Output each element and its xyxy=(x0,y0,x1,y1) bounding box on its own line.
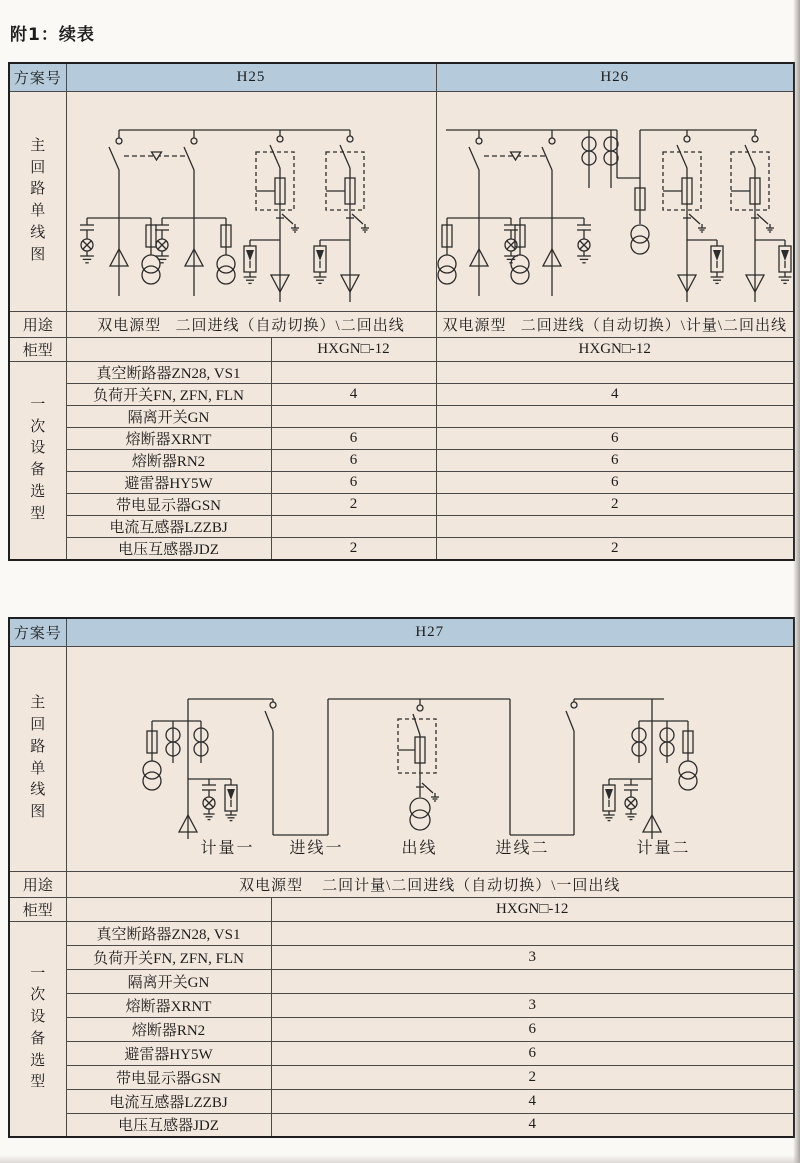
h26-single-line-diagram xyxy=(437,94,793,310)
cabinet-row-label: 柜型 xyxy=(9,897,66,921)
equipment-name-cell: 熔断器RN2 xyxy=(66,449,271,471)
equipment-group-label: 一 次 设 备 选 型 xyxy=(9,921,66,1137)
equipment-name-cell: 电压互感器JDZ xyxy=(66,537,271,560)
cabinet-row-label: 柜型 xyxy=(9,337,66,361)
equipment-value-cell xyxy=(436,361,794,383)
equipment-value-cell: 6 xyxy=(271,1017,794,1041)
equipment-row xyxy=(9,405,794,427)
equipment-group-label: 一 次 设 备 选 型 xyxy=(9,361,66,560)
equipment-name-cell: 真空断路器ZN28, VS1 xyxy=(66,361,271,383)
h25-single-line-diagram xyxy=(67,94,435,310)
equipment-value-cell xyxy=(271,405,436,427)
equipment-name-cell: 真空断路器ZN28, VS1 xyxy=(66,921,271,945)
equipment-row xyxy=(9,515,794,537)
equipment-row xyxy=(9,383,794,405)
usage-row-label: 用途 xyxy=(9,871,66,897)
equipment-name-cell: 隔离开关GN xyxy=(66,405,271,427)
equipment-row xyxy=(9,1065,794,1089)
equipment-row xyxy=(9,449,794,471)
equipment-name-cell: 避雷器HY5W xyxy=(66,1041,271,1065)
page-title: 附1：续表 xyxy=(10,25,95,45)
equipment-row xyxy=(9,921,794,945)
diagram-label-incoming-2: 进线二 xyxy=(495,839,550,857)
equipment-name-cell: 隔离开关GN xyxy=(66,969,271,993)
h25-diagram-cell xyxy=(66,91,436,311)
equipment-name-cell: 电流互感器LZZBJ xyxy=(66,1089,271,1113)
h26-diagram-cell xyxy=(436,91,794,311)
equipment-name-cell: 负荷开关FN, ZFN, FLN xyxy=(66,945,271,969)
equipment-value-cell: 6 xyxy=(436,427,794,449)
equipment-row xyxy=(9,993,794,1017)
equipment-row xyxy=(9,493,794,515)
diagram-row-label: 主 回 路 单 线 图 xyxy=(9,91,66,311)
equipment-value-cell: 3 xyxy=(271,993,794,1017)
h26-usage: 双电源型 二回进线（自动切换）\计量\二回出线 xyxy=(436,311,794,337)
h27-usage: 双电源型 二回计量\二回进线（自动切换）\一回出线 xyxy=(66,871,794,897)
diagram-label-metering-2: 计量二 xyxy=(636,839,691,857)
equipment-row xyxy=(9,1041,794,1065)
equipment-value-cell: 6 xyxy=(271,427,436,449)
equipment-value-cell: 2 xyxy=(436,537,794,560)
equipment-value-cell: 2 xyxy=(271,537,436,560)
diagram-row-label: 主 回 路 单 线 图 xyxy=(9,646,66,871)
h26-cabinet: HXGN□-12 xyxy=(436,337,794,361)
h27-single-line-diagram xyxy=(67,669,793,851)
equipment-value-cell xyxy=(271,921,794,945)
equipment-row xyxy=(9,945,794,969)
equipment-rows-table1 xyxy=(9,361,794,560)
equipment-value-cell xyxy=(436,405,794,427)
h25-cabinet: HXGN□-12 xyxy=(271,337,436,361)
h27-cabinet: HXGN□-12 xyxy=(271,897,794,921)
diagram-label-incoming-1: 进线一 xyxy=(289,839,344,857)
equipment-value-cell xyxy=(271,361,436,383)
scheme-no-header: 方案号 xyxy=(9,63,66,91)
equipment-value-cell xyxy=(271,969,794,993)
equipment-value-cell: 6 xyxy=(271,449,436,471)
equipment-row xyxy=(9,1017,794,1041)
equipment-row xyxy=(9,1113,794,1137)
equipment-name-cell: 电压互感器JDZ xyxy=(66,1113,271,1137)
equipment-value-cell: 4 xyxy=(436,383,794,405)
scheme-table-h27 xyxy=(8,617,795,1138)
equipment-name-cell: 负荷开关FN, ZFN, FLN xyxy=(66,383,271,405)
equipment-value-cell: 3 xyxy=(271,945,794,969)
equipment-rows-table2 xyxy=(9,921,794,1137)
equipment-row xyxy=(9,471,794,493)
scan-bottom-shadow xyxy=(0,1155,800,1163)
equipment-value-cell: 2 xyxy=(271,493,436,515)
scheme-h26-header: H26 xyxy=(436,63,794,91)
scheme-h27-header: H27 xyxy=(66,618,794,646)
equipment-value-cell: 6 xyxy=(436,449,794,471)
diagram-label-outgoing: 出线 xyxy=(401,839,438,857)
equipment-value-cell: 4 xyxy=(271,1113,794,1137)
equipment-row xyxy=(9,361,794,383)
equipment-value-cell: 2 xyxy=(271,1065,794,1089)
equipment-name-cell: 熔断器XRNT xyxy=(66,993,271,1017)
equipment-name-cell: 电流互感器LZZBJ xyxy=(66,515,271,537)
scheme-no-header: 方案号 xyxy=(9,618,66,646)
equipment-value-cell: 6 xyxy=(271,1041,794,1065)
scheme-table-h25-h26 xyxy=(8,62,795,561)
equipment-value-cell xyxy=(436,515,794,537)
equipment-value-cell: 4 xyxy=(271,1089,794,1113)
equipment-name-cell: 熔断器XRNT xyxy=(66,427,271,449)
scan-edge-shadow xyxy=(793,0,800,1163)
equipment-row xyxy=(9,969,794,993)
equipment-row xyxy=(9,537,794,560)
h27-diagram-cell xyxy=(66,646,794,871)
cabinet-empty-cell xyxy=(66,337,271,361)
equipment-row xyxy=(9,1089,794,1113)
usage-row-label: 用途 xyxy=(9,311,66,337)
cabinet-empty-cell xyxy=(66,897,271,921)
equipment-name-cell: 带电显示器GSN xyxy=(66,493,271,515)
equipment-value-cell: 6 xyxy=(436,471,794,493)
equipment-value-cell: 6 xyxy=(271,471,436,493)
equipment-value-cell: 2 xyxy=(436,493,794,515)
equipment-name-cell: 带电显示器GSN xyxy=(66,1065,271,1089)
equipment-name-cell: 熔断器RN2 xyxy=(66,1017,271,1041)
scheme-h25-header: H25 xyxy=(66,63,436,91)
h25-usage: 双电源型 二回进线（自动切换）\二回出线 xyxy=(66,311,436,337)
equipment-value-cell: 4 xyxy=(271,383,436,405)
diagram-label-metering-1: 计量一 xyxy=(200,839,255,857)
equipment-name-cell: 避雷器HY5W xyxy=(66,471,271,493)
equipment-value-cell xyxy=(271,515,436,537)
equipment-row xyxy=(9,427,794,449)
